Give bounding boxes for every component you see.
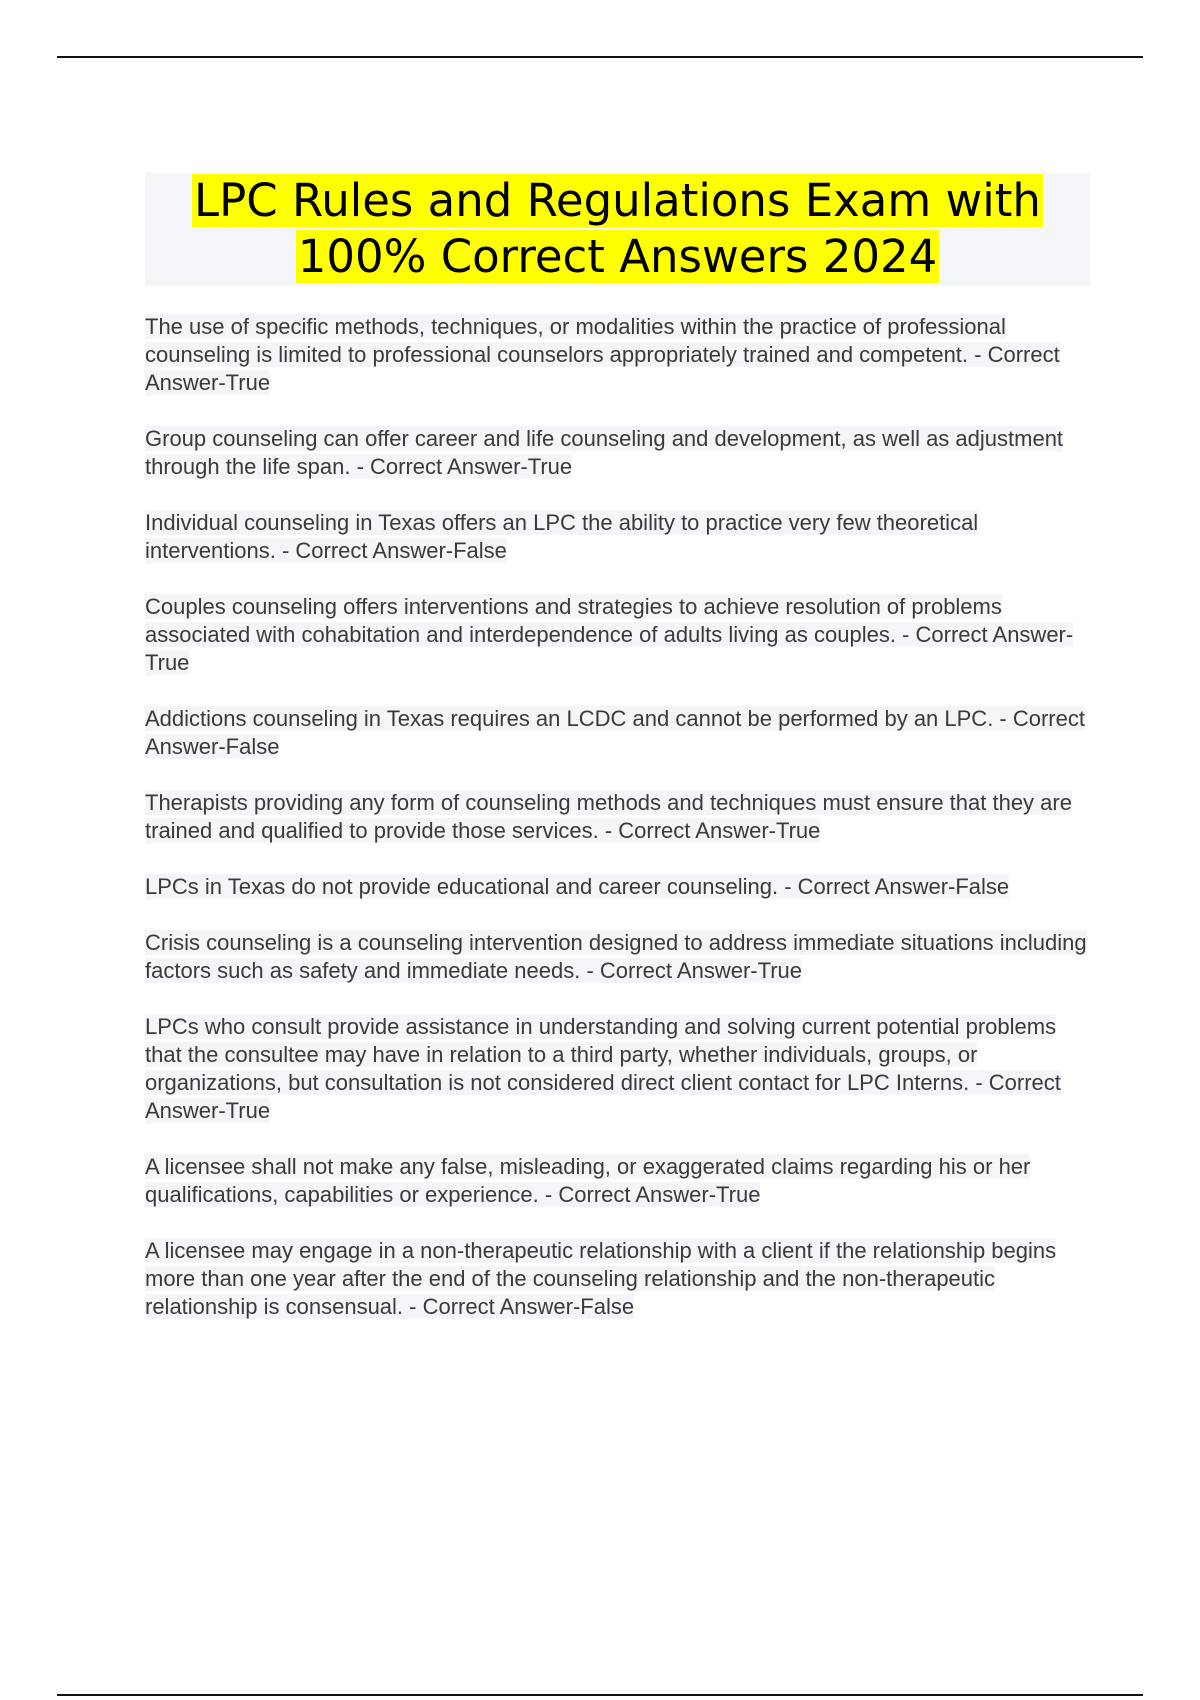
question-text: Individual counseling in Texas offers an LPC the ability to practice very few theoretical interventions. - Correct Answer-False (145, 510, 979, 563)
question-text: Crisis counseling is a counseling intervention designed to address immediate situations including factors such as safety and immediate needs. - Correct Answer-True (145, 930, 1087, 983)
question-text: A licensee may engage in a non-therapeutic relationship with a client if the relationship begins more than one year after the end of the counseling relationship and the non-therapeutic relationship is consensual. - Correct Answer-False (145, 1238, 1057, 1319)
question-item (145, 509, 1090, 565)
question-item (145, 789, 1090, 845)
question-item (145, 1237, 1090, 1321)
title-line-2: 100% Correct Answers 2024 (297, 230, 938, 283)
question-item (145, 593, 1090, 677)
question-text: Addictions counseling in Texas requires an LCDC and cannot be performed by an LPC. - Correct Answer-False (145, 706, 1085, 759)
question-item (145, 705, 1090, 761)
question-text: LPCs who consult provide assistance in understanding and solving current potential problems that the consultee may have in relation to a third party, whether individuals, groups, or organizations, but consultation is not considered direct client contact for LPC Interns. - Correct Answer-True (145, 1014, 1061, 1123)
question-text: Couples counseling offers interventions and strategies to achieve resolution of problems associated with cohabitation and interdependence of adults living as couples. - Correct Answer-True (145, 594, 1074, 675)
question-item (145, 313, 1090, 397)
document-title (145, 173, 1090, 286)
question-text: LPCs in Texas do not provide educational and career counseling. - Correct Answer-False (145, 874, 1010, 899)
question-text: The use of specific methods, techniques, or modalities within the practice of professional counseling is limited to professional counselors appropriately trained and competent. - Correct Answer-True (145, 314, 1060, 395)
bottom-rule (57, 1694, 1143, 1696)
question-text: Group counseling can offer career and life counseling and development, as well as adjustment through the life span. - Correct Answer-True (145, 426, 1064, 479)
question-text: A licensee shall not make any false, misleading, or exaggerated claims regarding his or her qualifications, capabilities or experience. - Correct Answer-True (145, 1154, 1031, 1207)
question-item (145, 929, 1090, 985)
question-item (145, 1013, 1090, 1125)
question-item (145, 873, 1090, 901)
question-item (145, 425, 1090, 481)
title-line-1: LPC Rules and Regulations Exam with (194, 174, 1041, 227)
question-item (145, 1153, 1090, 1209)
question-text: Therapists providing any form of counseling methods and techniques must ensure that they are trained and qualified to provide those services. - Correct Answer-True (145, 790, 1072, 843)
question-list (145, 313, 1090, 1349)
top-rule (57, 56, 1143, 58)
